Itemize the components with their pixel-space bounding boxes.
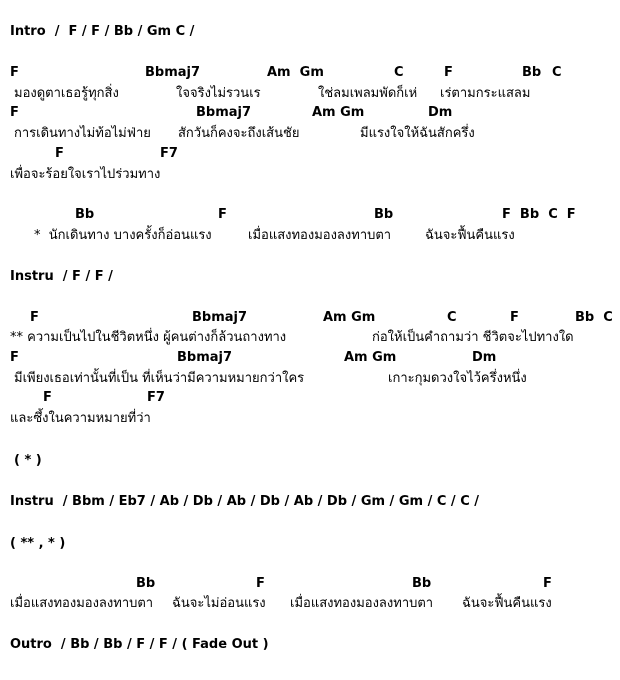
- chord: Bbmaj7: [196, 105, 252, 120]
- chord: F7: [147, 390, 165, 405]
- chord: F: [510, 310, 519, 325]
- chord: F: [256, 576, 265, 591]
- chord: Bb: [136, 576, 156, 591]
- lyric: มองดูตาเธอรู้ทุกสิ่ง: [14, 86, 119, 101]
- lyric: สักวันก็คงจะถึงเส้นชัย: [178, 126, 300, 141]
- lyric: ใช่ลมเพลมพัดก็เห่: [318, 86, 418, 101]
- chord: F Bb C F: [502, 207, 576, 222]
- lyric: ใจจริงไม่รวนเร: [176, 86, 261, 101]
- repeat-marker: ( ** , * ): [10, 536, 66, 551]
- chord: F: [43, 390, 52, 405]
- lyric: เพื่อจะร้อยใจเราไปร่วมทาง: [10, 167, 161, 182]
- lyric: ฉันจะฟื้นคืนแรง: [462, 596, 552, 611]
- lyric: เกาะกุมดวงใจไว้ครึ่งหนึ่ง: [388, 371, 527, 386]
- chord: Am Gm: [323, 310, 376, 325]
- instru-line: Instru / F / F /: [10, 269, 113, 284]
- chord: F7: [160, 146, 178, 161]
- repeat-marker: ( * ): [14, 453, 42, 468]
- instru-line: Instru / Bbm / Eb7 / Ab / Db / Ab / Db / Ab / Db / Gm / Gm / C / C /: [10, 494, 480, 509]
- lyric: เมื่อแสงทองมองลงทาบตา: [10, 596, 154, 611]
- outro-line: Outro / Bb / Bb / F / F / ( Fade Out ): [10, 637, 269, 652]
- chord: F: [10, 65, 19, 80]
- lyric: การเดินทางไม่ท้อไม่ฟ่าย: [14, 126, 151, 141]
- chord: F: [444, 65, 453, 80]
- chord: Am Gm: [267, 65, 324, 80]
- chord: Bbmaj7: [177, 350, 233, 365]
- lyric: มีเพียงเธอเท่านั้นที่เป็น ที่เห็นว่ามีความหมายกว่าใคร: [14, 371, 305, 386]
- chord: Bb: [412, 576, 432, 591]
- chord: Bb C: [575, 310, 613, 325]
- chord: F: [10, 105, 19, 120]
- lyric: ฉันจะไม่อ่อนแรง: [172, 596, 266, 611]
- chord: F: [30, 310, 39, 325]
- chord: Bb: [374, 207, 394, 222]
- chord: Am Gm: [344, 350, 397, 365]
- lyric: เมื่อแสงทองมองลงทาบตา: [290, 596, 434, 611]
- lyric: มีแรงใจให้ฉันสักครึ่ง: [360, 126, 475, 141]
- chord: Dm: [472, 350, 497, 365]
- chord: Dm: [428, 105, 453, 120]
- lyric: เมื่อแสงทองมองลงทาบตา: [248, 228, 392, 243]
- lyric: * นักเดินทาง บางครั้งก็อ่อนแรง: [34, 228, 212, 243]
- lyric: และซึ้งในความหมายที่ว่า: [10, 411, 151, 426]
- lyric: ฉันจะฟื้นคืนแรง: [425, 228, 515, 243]
- chord: C: [552, 65, 562, 80]
- chord: F: [543, 576, 552, 591]
- lyric: เร่ตามกระแสลม: [440, 86, 531, 101]
- chord: C: [394, 65, 404, 80]
- chord: Bbmaj7: [145, 65, 201, 80]
- chord: C: [447, 310, 457, 325]
- chord: F: [55, 146, 64, 161]
- chord: Bbmaj7: [192, 310, 248, 325]
- chord: Bb: [522, 65, 542, 80]
- chord: Am Gm: [312, 105, 365, 120]
- chord: F: [10, 350, 19, 365]
- lyric: ก่อให้เป็นคำถามว่า ชีวิตจะไปทางใด: [372, 330, 574, 345]
- intro-line: Intro / F / F / Bb / Gm C /: [10, 24, 195, 39]
- chord: Bb: [75, 207, 95, 222]
- chord: F: [218, 207, 227, 222]
- lyric: ** ความเป็นไปในชีวิตหนึ่ง ผู้คนต่างก็ล้วนถางทาง: [10, 330, 287, 345]
